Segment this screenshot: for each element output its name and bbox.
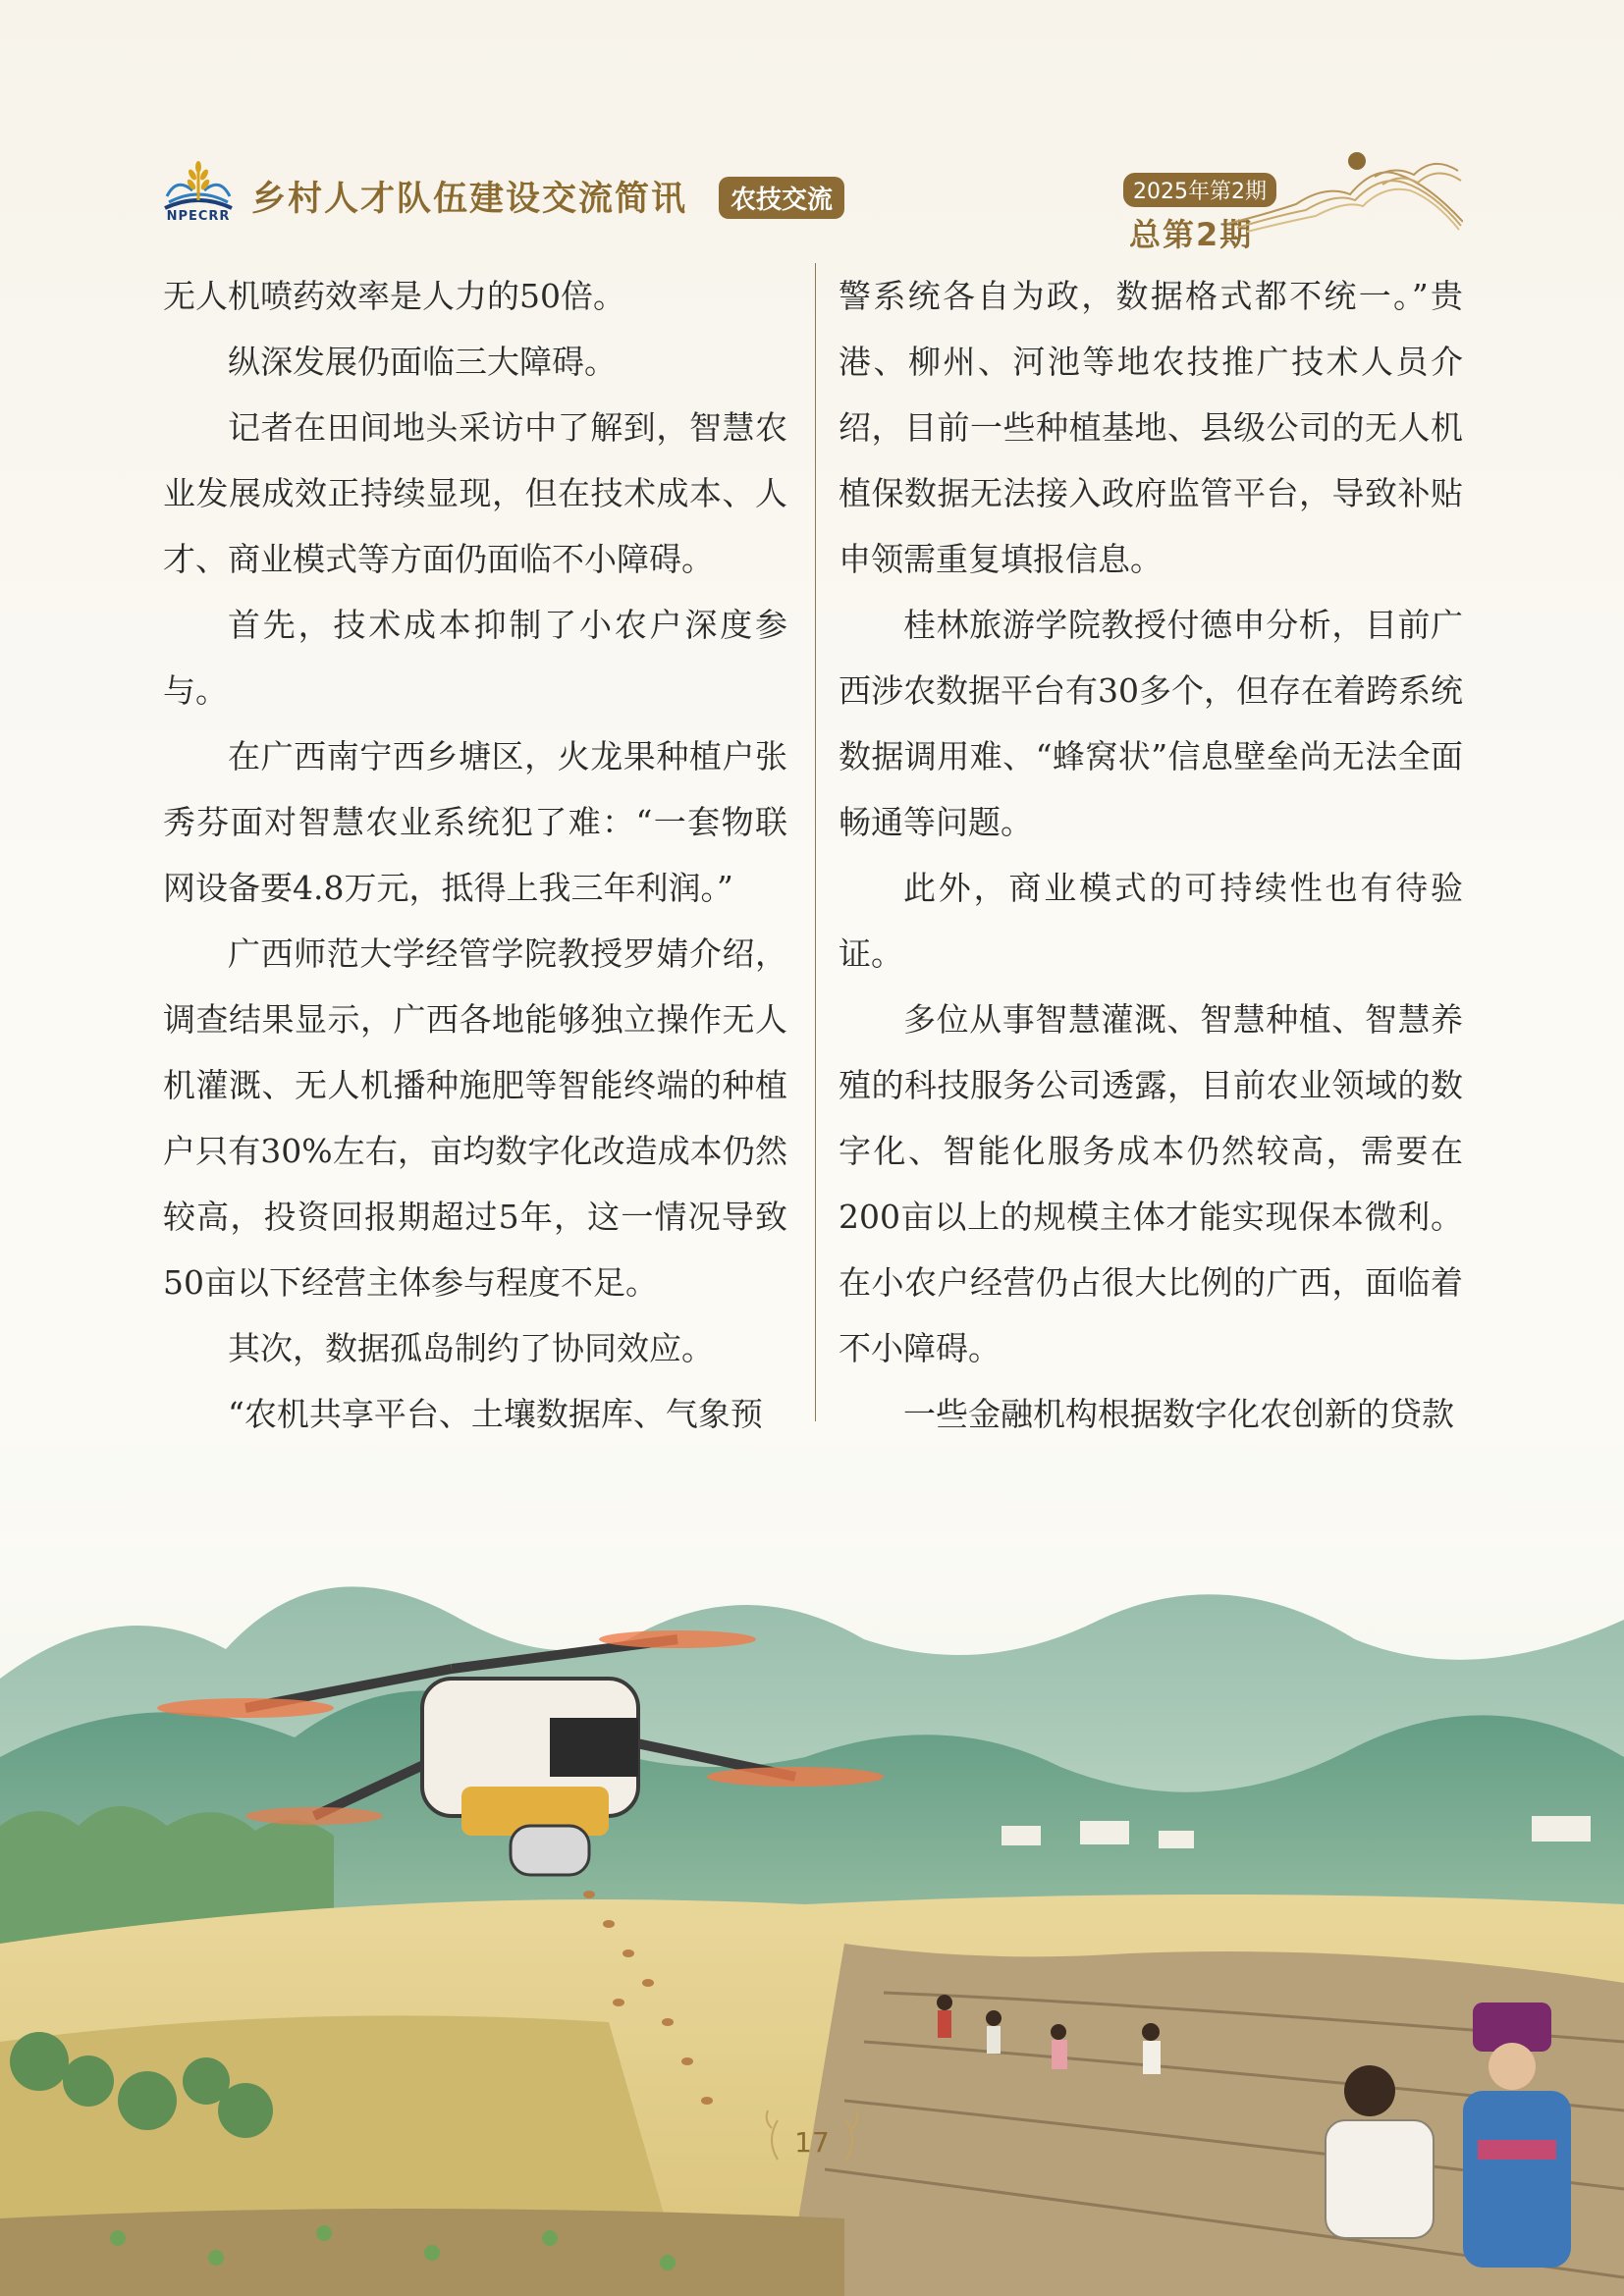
paragraph: “农机共享平台、土壤数据库、气象预 — [228, 1395, 763, 1433]
paragraph: 纵深发展仍面临三大障碍。 — [228, 343, 617, 381]
paragraph: 一些金融机构根据数字化农创新的贷款 — [903, 1395, 1454, 1433]
article-right-column — [839, 263, 1463, 1447]
paragraph: 此外，商业模式的可持续性也有待验证。 — [839, 869, 1463, 973]
issue-total-number: 总第2期 — [1129, 216, 1254, 253]
page-number: 17 — [794, 2126, 830, 2159]
paragraph: 首先，技术成本抑制了小农户深度参与。 — [163, 606, 787, 710]
mountain-decoration-icon — [1227, 145, 1463, 234]
page-header — [0, 0, 1624, 255]
paragraph: 在广西南宁西乡塘区，火龙果种植户张秀芬面对智慧农业系统犯了难：“一套物联网设备要4.8万元，抵得上我三年利润。” — [163, 737, 787, 907]
paragraph: 其次，数据孤岛制约了协同效应。 — [228, 1329, 714, 1367]
farm-drone-illustration — [0, 1531, 1624, 2296]
paragraph: 桂林旅游学院教授付德申分析，目前广西涉农数据平台有30多个，但存在着跨系统数据调用难、“蜂窝状”信息壁垒尚无法全面畅通等问题。 — [839, 606, 1463, 841]
paragraph: 无人机喷药效率是人力的50倍。 — [163, 277, 625, 315]
paragraph: 多位从事智慧灌溉、智慧种植、智慧养殖的科技服务公司透露，目前农业领域的数字化、智能化服务成本仍然较高，需要在200亩以上的规模主体才能实现保本微利。在小农户经营仍占很大比例的广西，面临着不小障碍。 — [839, 1000, 1463, 1367]
issue-year-badge: 2025年第2期 — [1123, 173, 1276, 207]
paragraph: 记者在田间地头采访中了解到，智慧农业发展成效正持续显现，但在技术成本、人才、商业模式等方面仍面临不小障碍。 — [163, 408, 787, 578]
column-divider — [815, 263, 816, 1421]
article-left-column — [163, 263, 787, 1447]
paragraph: 广西师范大学经管学院教授罗婧介绍，调查结果显示，广西各地能够独立操作无人机灌溉、无人机播种施肥等智能终端的种植户只有30%左右，亩均数字化改造成本仍然较高，投资回报期超过5年，这一情况导致50亩以下经营主体参与程度不足。 — [163, 934, 787, 1302]
logo-text: NPECRR — [166, 209, 231, 224]
publication-title: 乡村人才队伍建设交流简讯 — [251, 180, 688, 219]
column-tag: 农技交流 — [719, 177, 844, 219]
paragraph: 警系统各自为政，数据格式都不统一。”贵港、柳州、河池等地农技推广技术人员介绍，目前一些种植基地、县级公司的无人机植保数据无法接入政府监管平台，导致补贴申领需重复填报信息。 — [839, 277, 1463, 578]
